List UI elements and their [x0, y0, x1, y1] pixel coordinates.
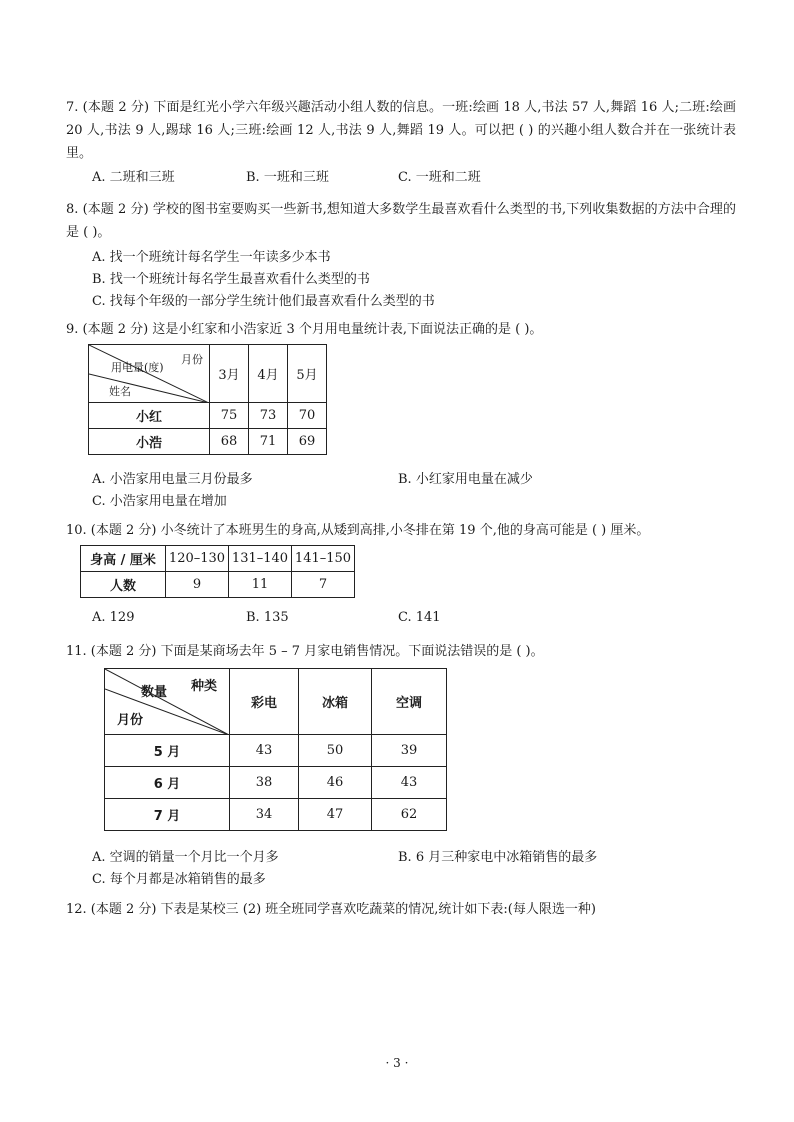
q9-header-may: 5月 [288, 345, 327, 403]
q11-corner-quantity: 数量 [141, 685, 168, 700]
table-row [105, 799, 447, 831]
table-cell: 34 [230, 799, 299, 831]
q8-option-c: C. 找每个年级的一部分学生统计他们最喜欢看什么类型的书 [92, 294, 435, 309]
q11-header-tv: 彩电 [230, 669, 299, 735]
q9-corner-usage: 用电量(度) [111, 361, 164, 374]
table-row [105, 767, 447, 799]
q9-corner-cell [89, 345, 210, 403]
table-cell: 71 [249, 429, 288, 455]
q10-count-label: 人数 [81, 572, 166, 598]
table-cell: 75 [210, 403, 249, 429]
q9-corner-month: 月份 [181, 353, 203, 366]
q9-row-name: 小浩 [89, 429, 210, 455]
q11-option-a: A. 空调的销量一个月比一个月多 [92, 850, 279, 865]
q8-option-b: B. 找一个班统计每名学生最喜欢看什么类型的书 [92, 272, 370, 287]
table-cell: 7 [292, 572, 355, 598]
question-9: 9. (本题 2 分) 这是小红家和小浩家近 3 个月用电量统计表,下面说法正确的是 ( )。 [66, 322, 543, 337]
table-cell: 62 [372, 799, 447, 831]
question-11: 11. (本题 2 分) 下面是某商场去年 5 – 7 月家电销售情况。下面说法错误的是 ( )。 [66, 644, 544, 659]
question-10: 10. (本题 2 分) 小冬统计了本班男生的身高,从矮到高排,小冬排在第 19 个,他的身高可能是 ( ) 厘米。 [66, 523, 650, 538]
page-number: · 3 · [385, 1056, 409, 1070]
table-cell: 9 [166, 572, 229, 598]
table-cell: 70 [288, 403, 327, 429]
q7-option-b: B. 一班和三班 [246, 170, 329, 185]
q7-option-c: C. 一班和二班 [398, 170, 481, 185]
q11-row-month: 5 月 [105, 735, 230, 767]
table-cell: 131–140 [229, 546, 292, 572]
table-cell: 73 [249, 403, 288, 429]
q9-option-c: C. 小浩家用电量在增加 [92, 494, 227, 509]
q9-electricity-table [88, 344, 327, 455]
q11-corner-cell [105, 669, 230, 735]
table-cell: 46 [299, 767, 372, 799]
table-cell: 50 [299, 735, 372, 767]
table-row [81, 546, 355, 572]
q10-option-b: B. 135 [246, 610, 289, 625]
q11-option-b: B. 6 月三种家电中冰箱销售的最多 [398, 850, 598, 865]
table-cell: 47 [299, 799, 372, 831]
q11-row-month: 7 月 [105, 799, 230, 831]
q11-corner-category: 种类 [190, 679, 217, 694]
table-cell: 39 [372, 735, 447, 767]
table-row [89, 403, 327, 429]
q9-row-name: 小红 [89, 403, 210, 429]
table-cell: 68 [210, 429, 249, 455]
q10-height-table [80, 545, 355, 598]
table-cell: 38 [230, 767, 299, 799]
q7-option-a: A. 二班和三班 [92, 170, 175, 185]
table-cell: 69 [288, 429, 327, 455]
q9-option-a: A. 小浩家用电量三月份最多 [92, 472, 253, 487]
q11-header-fridge: 冰箱 [299, 669, 372, 735]
table-cell: 43 [372, 767, 447, 799]
q9-header-apr: 4月 [249, 345, 288, 403]
q11-header-ac: 空调 [372, 669, 447, 735]
q9-option-b: B. 小红家用电量在减少 [398, 472, 533, 487]
q10-option-a: A. 129 [92, 610, 135, 625]
q10-height-label: 身高 / 厘米 [81, 546, 166, 572]
table-row [89, 429, 327, 455]
q11-option-c: C. 每个月都是冰箱销售的最多 [92, 872, 266, 887]
table-cell: 120–130 [166, 546, 229, 572]
q9-corner-name: 姓名 [109, 385, 131, 398]
question-12: 12. (本题 2 分) 下表是某校三 (2) 班全班同学喜欢吃蔬菜的情况,统计如下表:(每人限选一种) [66, 902, 596, 917]
table-row [105, 735, 447, 767]
q9-header-mar: 3月 [210, 345, 249, 403]
table-cell: 11 [229, 572, 292, 598]
question-8: 8. (本题 2 分) 学校的图书室要购买一些新书,想知道大多数学生最喜欢看什么类型的书,下列收集数据的方法中合理的是 ( )。 [66, 202, 736, 240]
q11-appliance-table [104, 668, 447, 831]
table-cell: 141–150 [292, 546, 355, 572]
q11-corner-month: 月份 [117, 713, 144, 728]
q8-option-a: A. 找一个班统计每名学生一年读多少本书 [92, 250, 331, 265]
table-row [81, 572, 355, 598]
table-cell: 43 [230, 735, 299, 767]
question-7: 7. (本题 2 分) 下面是红光小学六年级兴趣活动小组人数的信息。一班:绘画 18 人,书法 57 人,舞蹈 16 人;二班:绘画 20 人,书法 9 人,踢球 16 人;三班:绘画 12 人,书法 9 人,舞蹈 19 人。可以把 ( ) 的兴趣小组人数合并在一张统计表里。 [66, 100, 736, 161]
q10-option-c: C. 141 [398, 610, 441, 625]
q11-row-month: 6 月 [105, 767, 230, 799]
